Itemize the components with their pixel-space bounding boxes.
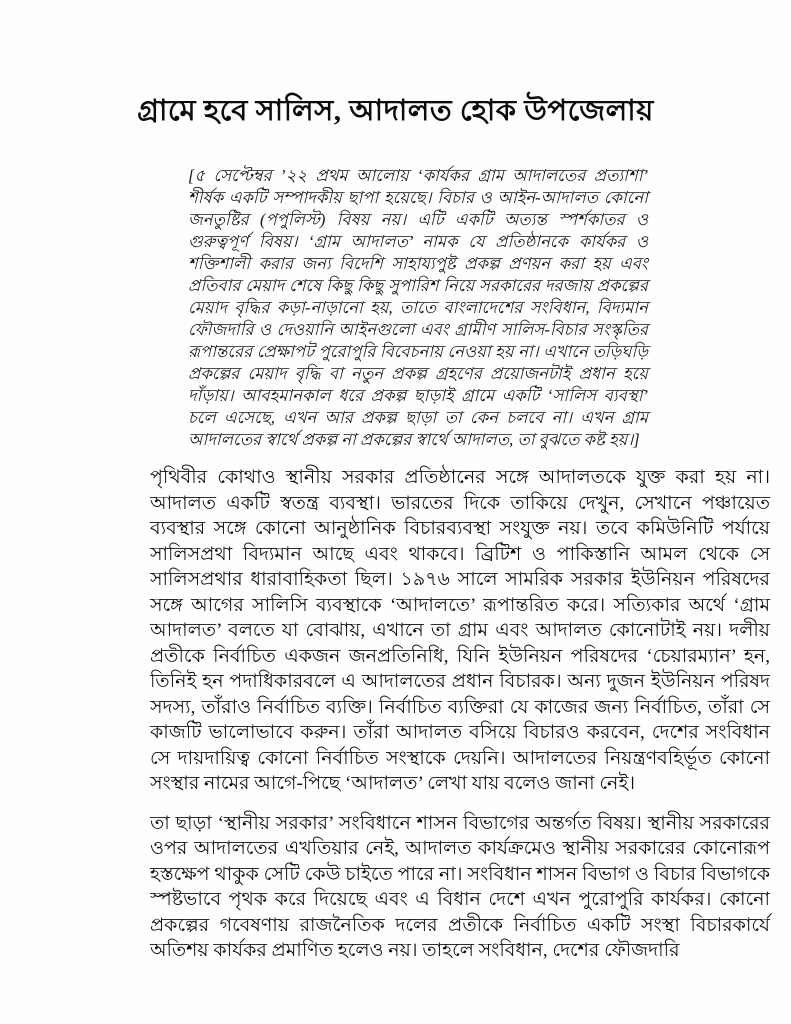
article-paragraph: তা ছাড়া ‘স্থানীয় সরকার’ সংবিধানে শাসন বিভাগের অন্তর্গত বিষয়। স্থানীয় সরকারের ওপর আদালতের এখতিয়ার নেই, আদালত কার্যক্রমেও স্থানীয় সরকারের কোনোরূপ হস্তক্ষেপ থাকুক সেটি কেউ চাইতে পারে না। সংবিধান শাসন বিভাগ ও বিচার বিভাগকে স্পষ্টভাবে পৃথক করে দিয়েছে এবং এ বিধান দেশে এখন পুরোপুরি কার্যকর। কোনো প্রকল্পের গবেষণায় রাজনৈতিক দলের প্রতীকে নির্বাচিত একটি সংস্থা বিচারকার্যে অতিশয় কার্যকর প্রমাণিত হলেও নয়। তাহলে সংবিধান, দেশের ফৌজদারি (150, 812, 770, 961)
article-body (150, 451, 770, 964)
editor-note-paragraph: [৫ সেপ্টেম্বর ’২২ প্রথম আলোয় ‘কার্যকর গ্রাম আদালতের প্রত্যাশা’ শীর্ষক একটি সম্পাদকীয় ছাপা হয়েছে। বিচার ও আইন-আদালত কোনো জনতুষ্টির (পপুলিস্ট) বিষয় নয়। এটি একটি অত্যন্ত স্পর্শকাতর ও গুরুত্বপূর্ণ বিষয়। ‘গ্রাম আদালত’ নামক যে প্রতিষ্ঠানকে কার্যকর ও শক্তিশালী করার জন্য বিদেশি সাহায্যপুষ্ট প্রকল্প প্রণয়ন করা হয় এবং প্রতিবার মেয়াদ শেষে কিছু কিছু সুপারিশ নিয়ে সরকারের দরজায় প্রকল্পের মেয়াদ বৃদ্ধির কড়া-নাড়ানো হয়, তাতে বাংলাদেশের সংবিধান, বিদ্যমান ফৌজদারি ও দেওয়ানি আইনগুলো এবং গ্রামীণ সালিস-বিচার সংস্কৃতির রূপান্তরের প্রেক্ষাপট পুরোপুরি বিবেচনায় নেওয়া হয় না। এখানে তড়িঘড়ি প্রকল্পের মেয়াদ বৃদ্ধি বা নতুন প্রকল্প গ্রহণের প্রয়োজনটাই প্রধান হয়ে দাঁড়ায়। আবহমানকাল ধরে প্রকল্প ছাড়াই গ্রামে একটি ‘সালিস ব্যবস্থা’ চলে এসেছে, এখন আর প্রকল্প ছাড়া তা কেন চলবে না। এখন গ্রাম আদালতের স্বার্থে প্রকল্প না প্রকল্পের স্বার্থে আদালত, তা বুঝতে কষ্ট হয়।] (188, 166, 648, 449)
article-paragraph: পৃথিবীর কোথাও স্থানীয় সরকার প্রতিষ্ঠানের সঙ্গে আদালতকে যুক্ত করা হয় না। আদালত একটি স্বতন্ত্র ব্যবস্থা। ভারতের দিকে তাকিয়ে দেখুন, সেখানে পঞ্চায়েত ব্যবস্থার সঙ্গে কোনো আনুষ্ঠানিক বিচারব্যবস্থা সংযুক্ত নয়। তবে কমিউনিটি পর্যায়ে সালিসপ্রথা বিদ্যমান আছে এবং থাকবে। ব্রিটিশ ও পাকিস্তানি আমল থেকে সে সালিসপ্রথার ধারাবাহিকতা ছিল। ১৯৭৬ সালে সামরিক সরকার ইউনিয়ন পরিষদের সঙ্গে আগের সালিসি ব্যবস্থাকে ‘আদালতে’ রূপান্তরিত করে। সত্যিকার অর্থে ‘গ্রাম আদালত’ বলতে যা বোঝায়, এখানে তা গ্রাম এবং আদালত কোনোটাই নয়। দলীয় প্রতীকে নির্বাচিত একজন জনপ্রতিনিধি, যিনি ইউনিয়ন পরিষদের ‘চেয়ারম্যান’ হন, তিনিই হন পদাধিকারবলে এ আদালতের প্রধান বিচারক। অন্য দুজন ইউনিয়ন পরিষদ সদস্য, তাঁরাও নির্বাচিত ব্যক্তি। নির্বাচিত ব্যক্তিরা যে কাজের জন্য নির্বাচিত, তাঁরা সে কাজটি ভালোভাবে করুন। তাঁরা আদালত বসিয়ে বিচারও করবেন, দেশের সংবিধান সে দায়দায়িত্ব কোনো নির্বাচিত সংস্থাকে দেয়নি। আদালতের নিয়ন্ত্রণবহির্ভূত কোনো সংস্থার নামের আগে-পিছে ‘আদালত’ লেখা যায় বলেও জানা নেই। (150, 467, 770, 794)
page-title: গ্রামে হবে সালিস, আদালত হোক উপজেলায় (137, 95, 654, 127)
